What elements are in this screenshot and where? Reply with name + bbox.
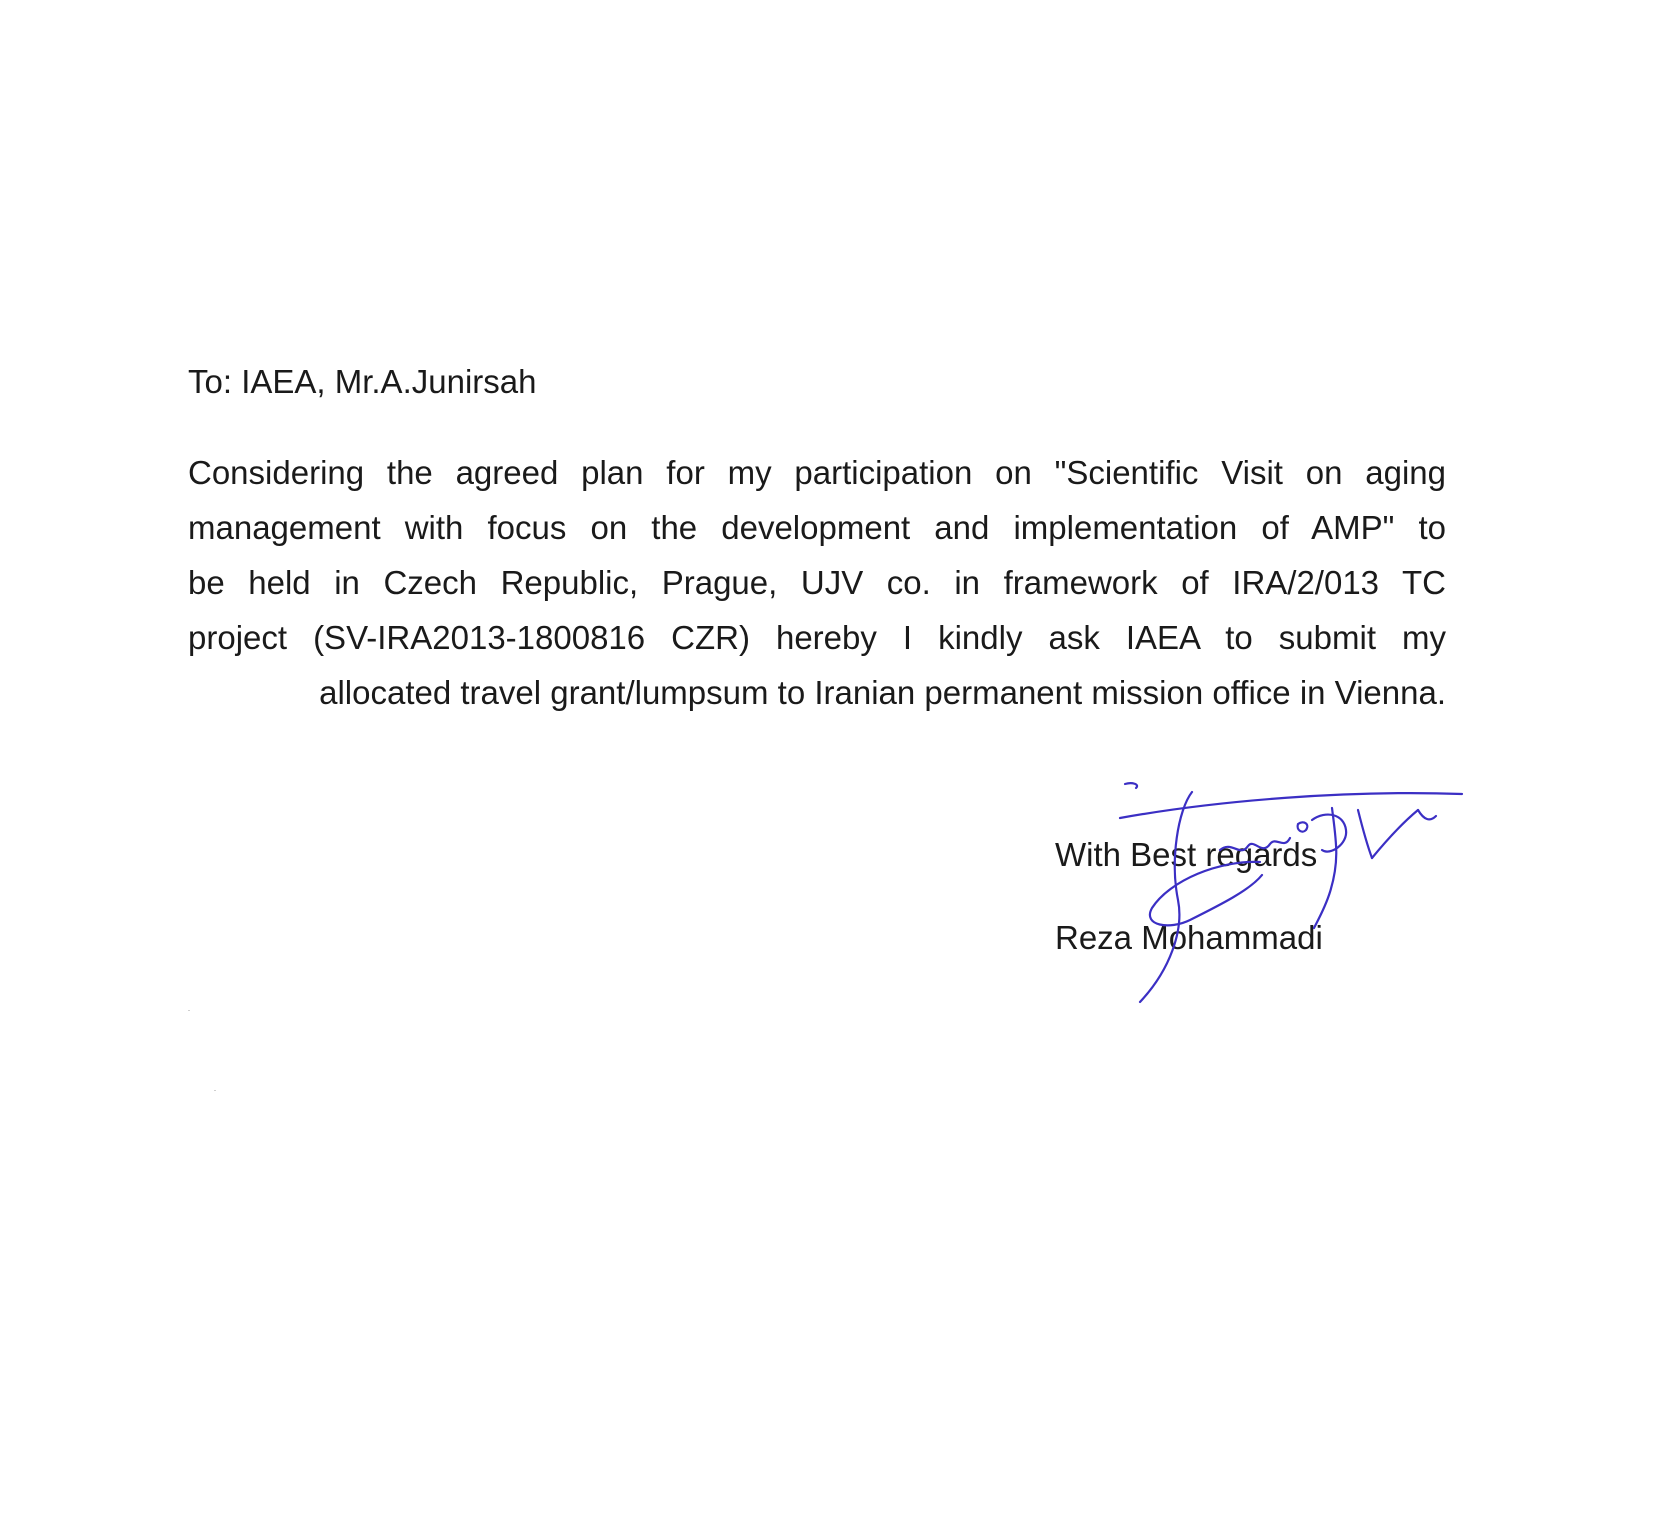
signer-name: Reza Mohammadi [1055, 919, 1323, 956]
handwritten-signature-icon [1100, 780, 1470, 1010]
body-line-4: project (SV-IRA2013-1800816 CZR) hereby I kindly ask IAEA to submit my [188, 619, 1446, 656]
recipient-line: To: IAEA, Mr.A.Junirsah [188, 363, 537, 400]
closing-line: With Best regards [1055, 836, 1318, 873]
letter-body [188, 445, 1446, 720]
body-line-1: Considering the agreed plan for my participation on "Scientific Visit on aging [188, 454, 1446, 491]
body-line-3: be held in Czech Republic, Prague, UJV co. in framework of IRA/2/013 TC [188, 564, 1446, 601]
scan-speck [214, 1090, 216, 1091]
body-line-2: management with focus on the development and implementation of AMP" to [188, 509, 1446, 546]
scan-speck [188, 1010, 190, 1011]
body-line-5: allocated travel grant/lumpsum to Iranian permanent mission office in Vienna. [319, 674, 1446, 711]
